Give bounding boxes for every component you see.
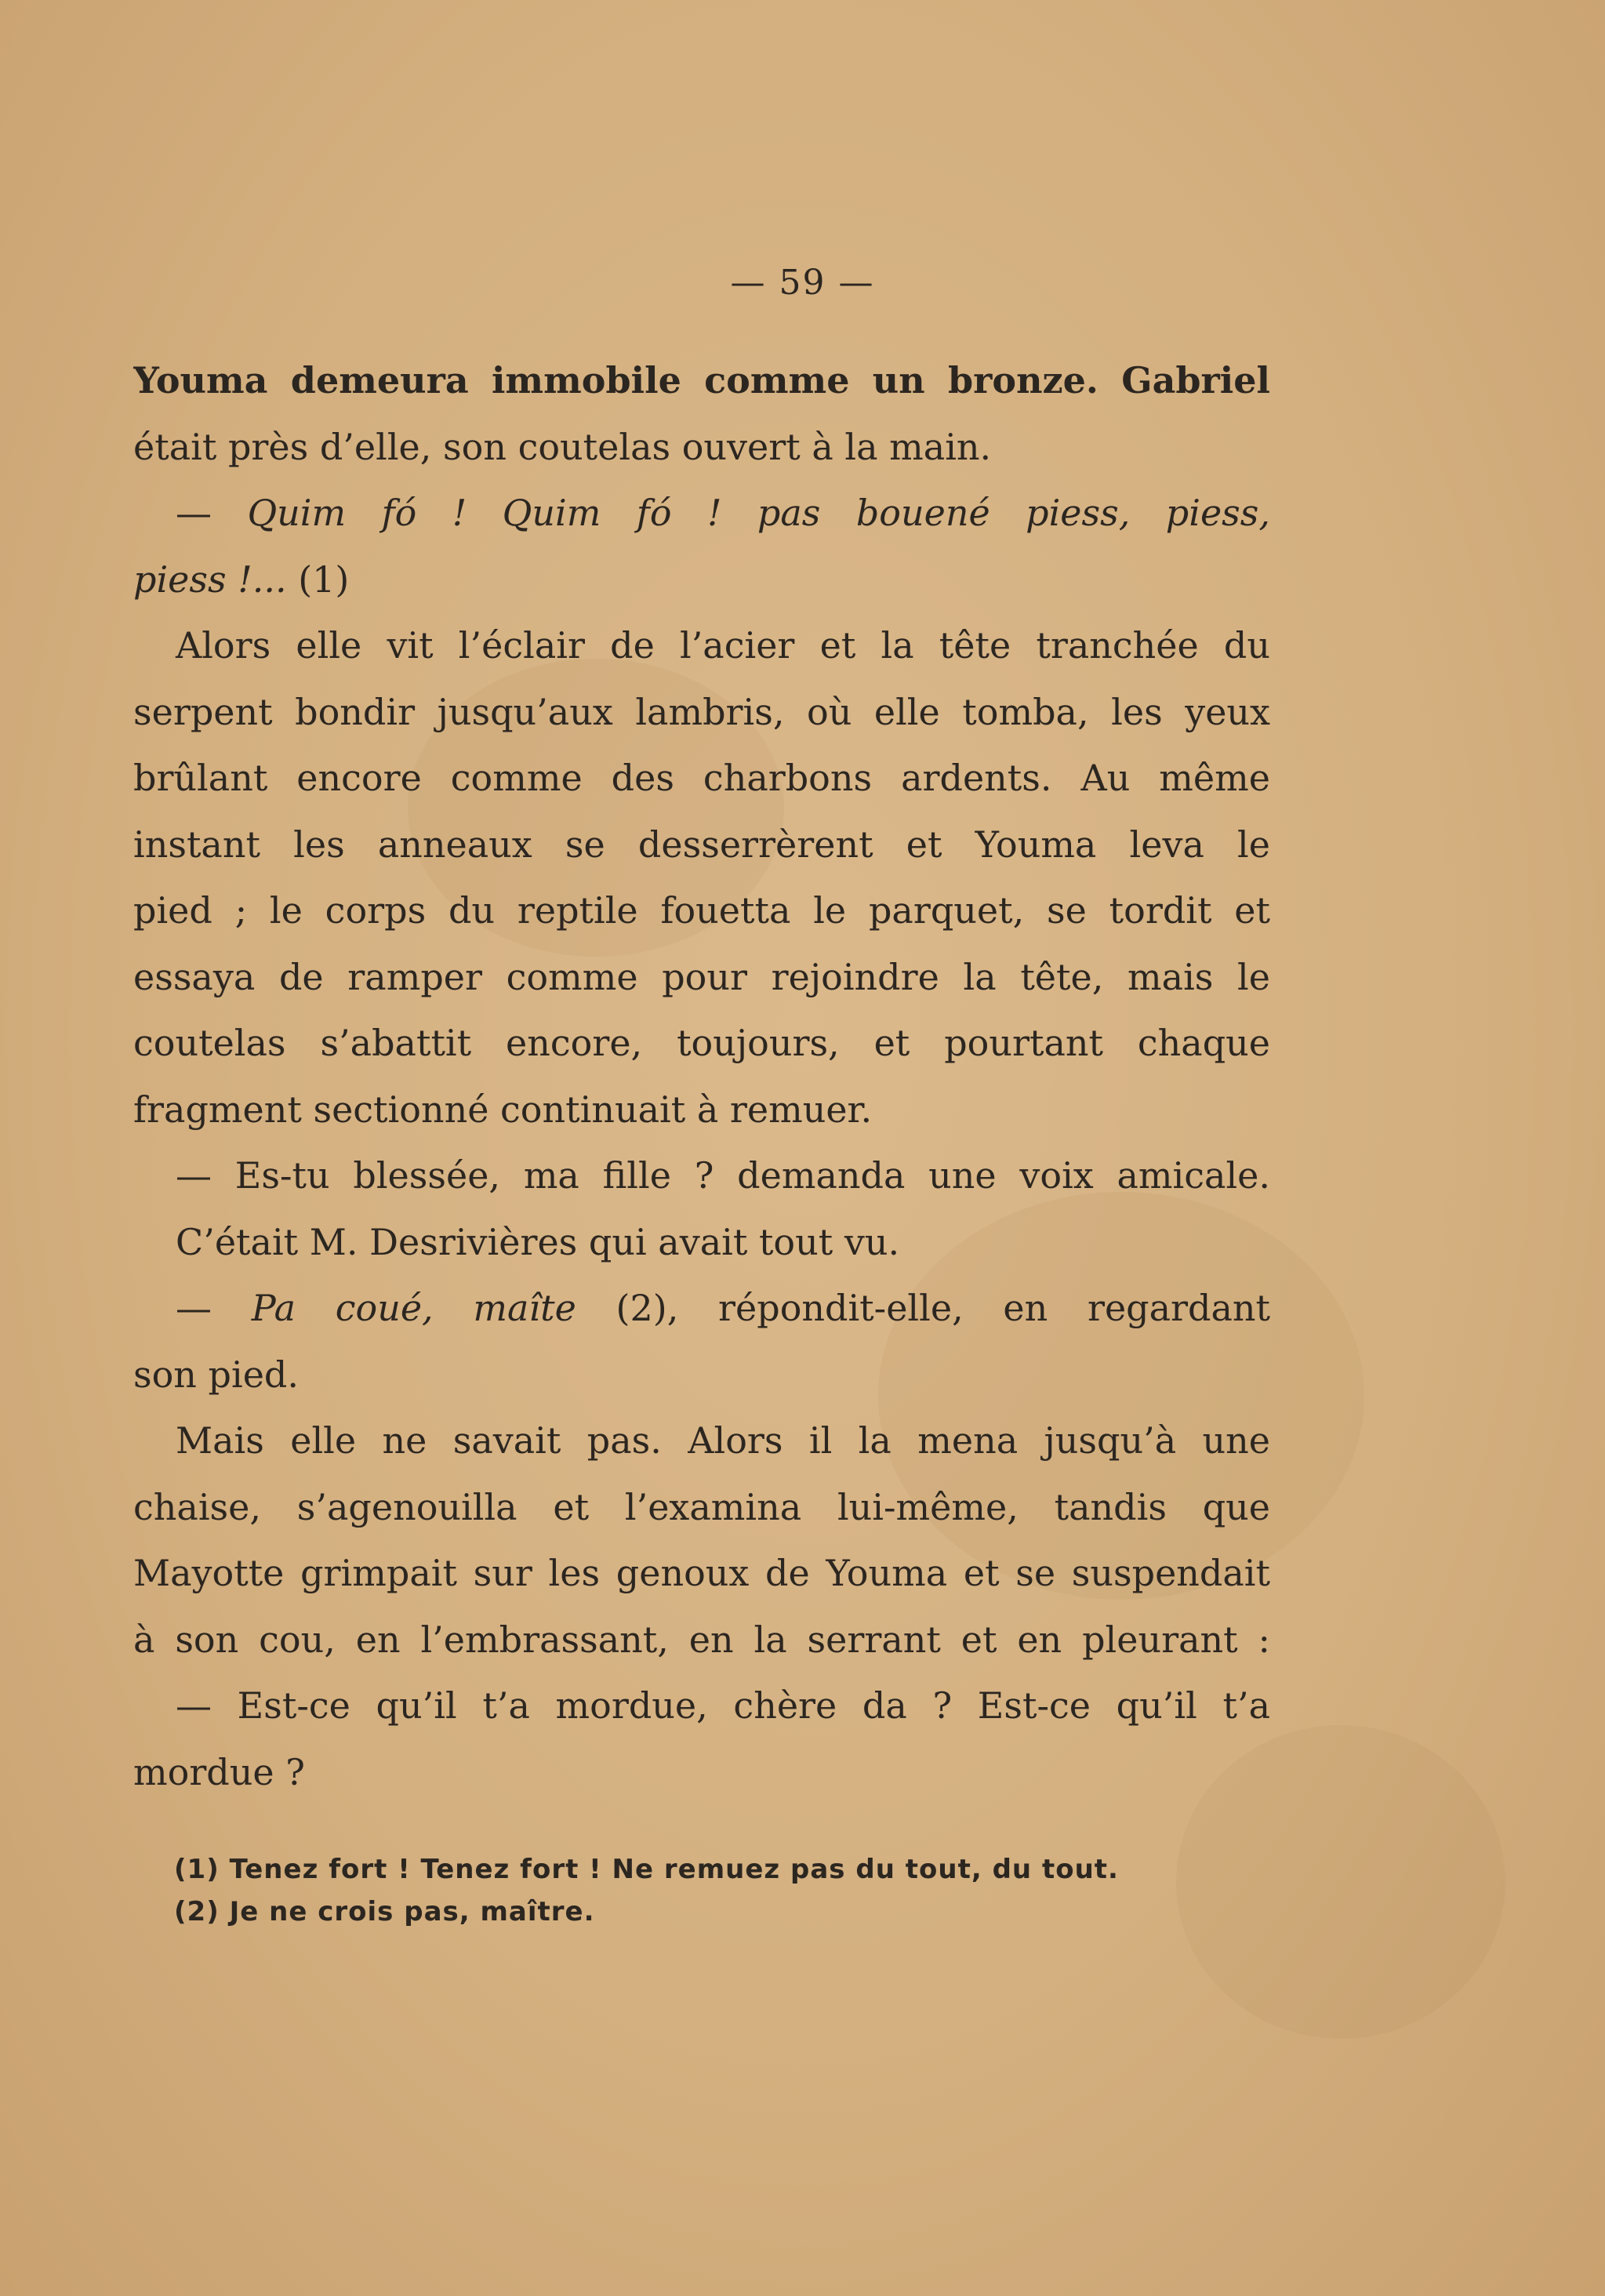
- footnote-1: (1) Tenez fort ! Tenez fort ! Ne remuez pas du tout, du tout.: [174, 1854, 1119, 1885]
- text-line: son pied.: [133, 1353, 299, 1396]
- text-line: essaya de ramper comme pour rejoindre la tête, mais le: [133, 955, 1270, 998]
- text-line: chaise, s’agenouilla et l’examina lui-même, tandis que: [133, 1485, 1270, 1528]
- creole-speech: piess !...: [133, 558, 287, 601]
- creole-speech: Quim fó ! Quim fó ! pas bouené piess, piess,: [247, 492, 1270, 534]
- text-line: brûlant encore comme des charbons ardents. Au même: [133, 757, 1270, 799]
- text-line: — Es-tu blessée, ma fille ? demanda une voix amicale.: [176, 1154, 1270, 1197]
- text-line: pied ; le corps du reptile fouetta le parquet, se tordit et: [133, 889, 1270, 932]
- page-number: — 59 —: [730, 263, 875, 303]
- dialogue-dash: —: [176, 1287, 252, 1329]
- text-line: instant les anneaux se desserrèrent et Youma leva le: [133, 823, 1270, 866]
- text-line: Mayotte grimpait sur les genoux de Youma et se suspendait: [133, 1552, 1270, 1594]
- text-line: serpent bondir jusqu’aux lambris, où elle tomba, les yeux: [133, 690, 1270, 733]
- footnotes: [174, 1848, 1233, 1933]
- text-line: [133, 480, 1270, 547]
- text-line: Youma demeura immobile comme un bronze. Gabriel: [133, 359, 1270, 401]
- text-line: fragment sectionné continuait à remuer.: [133, 1088, 873, 1131]
- body-text: [133, 347, 1270, 1805]
- text-span: (2), répondit-elle, en regardant: [576, 1287, 1270, 1329]
- footnote-ref: (1): [286, 558, 350, 601]
- text-line: [133, 547, 1270, 613]
- creole-speech: Pa coué, maîte: [251, 1287, 576, 1329]
- dialogue-dash: —: [176, 492, 248, 534]
- text-line: à son cou, en l’embrassant, en la serrant et en pleurant :: [133, 1618, 1270, 1661]
- footnote-2: (2) Je ne crois pas, maître.: [174, 1896, 595, 1927]
- text-line: Mais elle ne savait pas. Alors il la mena jusqu’à une: [176, 1419, 1270, 1462]
- text-line: Alors elle vit l’éclair de l’acier et la tête tranchée du: [176, 624, 1270, 667]
- text-line: [133, 1275, 1270, 1342]
- text-line: était près d’elle, son coutelas ouvert à la main.: [133, 425, 992, 468]
- text-line: coutelas s’abattit encore, toujours, et pourtant chaque: [133, 1022, 1270, 1064]
- text-line: C’était M. Desrivières qui avait tout vu.: [176, 1220, 900, 1263]
- text-line: — Est-ce qu’il t’a mordue, chère da ? Est-ce qu’il t’a: [176, 1684, 1270, 1727]
- text-line: mordue ?: [133, 1750, 305, 1793]
